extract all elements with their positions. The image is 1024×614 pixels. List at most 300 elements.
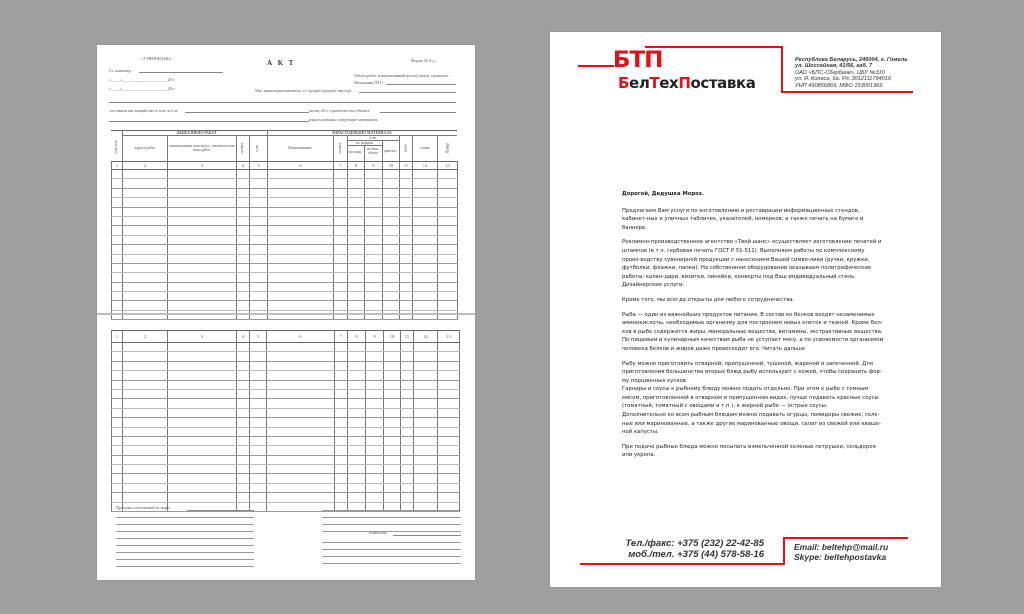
table-cell[interactable] xyxy=(348,446,366,455)
table-cell[interactable] xyxy=(348,226,365,235)
table-cell[interactable] xyxy=(250,389,267,398)
table-cell[interactable] xyxy=(250,179,268,188)
table-cell[interactable] xyxy=(268,216,334,225)
table-cell[interactable] xyxy=(348,282,365,291)
table-cell[interactable] xyxy=(334,263,348,272)
table-cell[interactable] xyxy=(383,310,400,319)
table-cell[interactable] xyxy=(438,198,458,207)
table-cell[interactable] xyxy=(112,188,123,197)
table-cell[interactable] xyxy=(268,226,334,235)
table-cell[interactable] xyxy=(268,310,334,319)
table-cell[interactable] xyxy=(365,282,383,291)
table-cell[interactable] xyxy=(168,455,237,464)
table-cell[interactable] xyxy=(365,170,383,179)
table-cell[interactable] xyxy=(348,179,365,188)
table-cell[interactable] xyxy=(438,188,458,197)
table-cell[interactable] xyxy=(237,361,250,370)
table-cell[interactable] xyxy=(237,455,250,464)
table-cell[interactable] xyxy=(168,179,237,188)
table-cell[interactable] xyxy=(348,427,366,436)
table-cell[interactable] xyxy=(400,207,413,216)
table-cell[interactable] xyxy=(237,352,250,361)
table-cell[interactable] xyxy=(250,418,267,427)
table-cell[interactable] xyxy=(365,245,383,254)
table-cell[interactable] xyxy=(383,198,400,207)
table-cell[interactable] xyxy=(168,474,237,483)
table-cell[interactable] xyxy=(237,493,250,502)
table-cell[interactable] xyxy=(237,226,250,235)
table-cell[interactable] xyxy=(250,483,267,492)
table-cell[interactable] xyxy=(365,179,383,188)
table-cell[interactable] xyxy=(123,207,168,216)
table-cell[interactable] xyxy=(348,483,366,492)
table-cell[interactable] xyxy=(250,474,267,483)
table-cell[interactable] xyxy=(438,455,460,464)
table-cell[interactable] xyxy=(112,408,123,417)
table-cell[interactable] xyxy=(268,179,334,188)
table-cell[interactable] xyxy=(237,292,250,301)
table-cell[interactable] xyxy=(168,263,237,272)
table-cell[interactable] xyxy=(250,380,267,389)
table-cell[interactable] xyxy=(237,235,250,244)
table-cell[interactable] xyxy=(112,474,123,483)
table-cell[interactable] xyxy=(383,301,400,310)
table-cell[interactable] xyxy=(366,493,384,502)
table-cell[interactable] xyxy=(250,254,268,263)
table-cell[interactable] xyxy=(168,301,237,310)
table-cell[interactable] xyxy=(123,273,168,282)
table-cell[interactable] xyxy=(400,188,413,197)
table-cell[interactable] xyxy=(383,245,400,254)
table-cell[interactable] xyxy=(348,198,365,207)
table-cell[interactable] xyxy=(168,465,237,474)
table-cell[interactable] xyxy=(383,179,400,188)
table-cell[interactable] xyxy=(414,465,438,474)
table-cell[interactable] xyxy=(335,371,348,380)
table-cell[interactable] xyxy=(335,380,348,389)
table-cell[interactable] xyxy=(384,361,401,370)
table-cell[interactable] xyxy=(168,380,237,389)
table-cell[interactable] xyxy=(400,301,413,310)
table-cell[interactable] xyxy=(438,380,460,389)
table-cell[interactable] xyxy=(112,179,123,188)
table-cell[interactable] xyxy=(383,282,400,291)
table-cell[interactable] xyxy=(384,436,401,445)
table-cell[interactable] xyxy=(335,446,348,455)
table-cell[interactable] xyxy=(237,427,250,436)
table-cell[interactable] xyxy=(250,436,267,445)
table-cell[interactable] xyxy=(168,399,237,408)
table-cell[interactable] xyxy=(334,292,348,301)
table-cell[interactable] xyxy=(366,483,384,492)
table-cell[interactable] xyxy=(366,465,384,474)
table-cell[interactable] xyxy=(414,436,438,445)
table-cell[interactable] xyxy=(438,474,460,483)
table-cell[interactable] xyxy=(335,474,348,483)
table-cell[interactable] xyxy=(414,408,438,417)
table-cell[interactable] xyxy=(268,170,334,179)
table-cell[interactable] xyxy=(401,380,414,389)
table-cell[interactable] xyxy=(268,245,334,254)
table-cell[interactable] xyxy=(335,455,348,464)
table-cell[interactable] xyxy=(438,226,458,235)
table-cell[interactable] xyxy=(414,446,438,455)
table-cell[interactable] xyxy=(384,399,401,408)
table-cell[interactable] xyxy=(237,418,250,427)
table-cell[interactable] xyxy=(401,474,414,483)
table-cell[interactable] xyxy=(237,436,250,445)
table-cell[interactable] xyxy=(400,292,413,301)
table-cell[interactable] xyxy=(438,343,460,352)
table-cell[interactable] xyxy=(413,226,438,235)
table-cell[interactable] xyxy=(335,399,348,408)
table-cell[interactable] xyxy=(384,408,401,417)
table-cell[interactable] xyxy=(348,188,365,197)
table-cell[interactable] xyxy=(268,188,334,197)
table-cell[interactable] xyxy=(237,245,250,254)
table-cell[interactable] xyxy=(123,418,168,427)
table-cell[interactable] xyxy=(250,263,268,272)
table-cell[interactable] xyxy=(168,483,237,492)
table-cell[interactable] xyxy=(334,179,348,188)
table-cell[interactable] xyxy=(168,446,237,455)
table-cell[interactable] xyxy=(267,343,335,352)
table-cell[interactable] xyxy=(267,483,335,492)
table-cell[interactable] xyxy=(335,352,348,361)
table-cell[interactable] xyxy=(112,273,123,282)
table-cell[interactable] xyxy=(250,446,267,455)
table-cell[interactable] xyxy=(112,343,123,352)
table-cell[interactable] xyxy=(348,245,365,254)
table-cell[interactable] xyxy=(250,310,268,319)
table-cell[interactable] xyxy=(237,446,250,455)
table-cell[interactable] xyxy=(348,263,365,272)
table-cell[interactable] xyxy=(168,207,237,216)
table-cell[interactable] xyxy=(366,380,384,389)
table-cell[interactable] xyxy=(168,292,237,301)
table-cell[interactable] xyxy=(123,301,168,310)
table-cell[interactable] xyxy=(334,245,348,254)
table-cell[interactable] xyxy=(384,389,401,398)
table-cell[interactable] xyxy=(250,361,267,370)
table-cell[interactable] xyxy=(112,301,123,310)
table-cell[interactable] xyxy=(335,408,348,417)
table-cell[interactable] xyxy=(348,207,365,216)
table-cell[interactable] xyxy=(384,371,401,380)
table-cell[interactable] xyxy=(438,436,460,445)
table-cell[interactable] xyxy=(401,446,414,455)
table-cell[interactable] xyxy=(123,188,168,197)
table-cell[interactable] xyxy=(383,235,400,244)
table-cell[interactable] xyxy=(250,427,267,436)
table-cell[interactable] xyxy=(348,216,365,225)
table-cell[interactable] xyxy=(438,254,458,263)
table-cell[interactable] xyxy=(268,292,334,301)
table-cell[interactable] xyxy=(123,352,168,361)
table-cell[interactable] xyxy=(413,235,438,244)
table-cell[interactable] xyxy=(384,455,401,464)
table-cell[interactable] xyxy=(237,343,250,352)
table-cell[interactable] xyxy=(168,371,237,380)
table-cell[interactable] xyxy=(348,273,365,282)
table-cell[interactable] xyxy=(365,207,383,216)
table-cell[interactable] xyxy=(413,170,438,179)
table-cell[interactable] xyxy=(250,198,268,207)
table-cell[interactable] xyxy=(400,245,413,254)
table-cell[interactable] xyxy=(123,446,168,455)
table-cell[interactable] xyxy=(123,235,168,244)
table-cell[interactable] xyxy=(438,282,458,291)
table-cell[interactable] xyxy=(438,493,460,502)
table-cell[interactable] xyxy=(168,188,237,197)
table-cell[interactable] xyxy=(168,427,237,436)
table-cell[interactable] xyxy=(250,273,268,282)
table-cell[interactable] xyxy=(335,361,348,370)
table-cell[interactable] xyxy=(413,263,438,272)
table-cell[interactable] xyxy=(123,179,168,188)
table-cell[interactable] xyxy=(112,361,123,370)
table-cell[interactable] xyxy=(268,263,334,272)
table-cell[interactable] xyxy=(348,455,366,464)
table-cell[interactable] xyxy=(335,493,348,502)
table-cell[interactable] xyxy=(383,170,400,179)
table-cell[interactable] xyxy=(438,207,458,216)
table-cell[interactable] xyxy=(112,371,123,380)
table-cell[interactable] xyxy=(168,198,237,207)
table-cell[interactable] xyxy=(413,273,438,282)
table-cell[interactable] xyxy=(365,188,383,197)
table-cell[interactable] xyxy=(123,282,168,291)
table-cell[interactable] xyxy=(250,352,267,361)
table-cell[interactable] xyxy=(384,427,401,436)
table-cell[interactable] xyxy=(237,216,250,225)
table-cell[interactable] xyxy=(112,399,123,408)
table-cell[interactable] xyxy=(383,207,400,216)
table-cell[interactable] xyxy=(335,418,348,427)
table-cell[interactable] xyxy=(112,493,123,502)
table-cell[interactable] xyxy=(414,418,438,427)
table-cell[interactable] xyxy=(267,493,335,502)
table-cell[interactable] xyxy=(438,361,460,370)
table-cell[interactable] xyxy=(365,292,383,301)
table-cell[interactable] xyxy=(168,493,237,502)
table-cell[interactable] xyxy=(400,170,413,179)
table-cell[interactable] xyxy=(237,282,250,291)
table-cell[interactable] xyxy=(112,207,123,216)
table-cell[interactable] xyxy=(250,465,267,474)
table-cell[interactable] xyxy=(401,436,414,445)
table-cell[interactable] xyxy=(250,455,267,464)
table-cell[interactable] xyxy=(401,483,414,492)
table-cell[interactable] xyxy=(400,226,413,235)
table-cell[interactable] xyxy=(250,493,267,502)
table-cell[interactable] xyxy=(383,216,400,225)
table-cell[interactable] xyxy=(267,436,335,445)
table-cell[interactable] xyxy=(112,446,123,455)
table-cell[interactable] xyxy=(237,380,250,389)
table-cell[interactable] xyxy=(112,389,123,398)
table-cell[interactable] xyxy=(413,282,438,291)
table-cell[interactable] xyxy=(414,474,438,483)
table-cell[interactable] xyxy=(268,282,334,291)
table-cell[interactable] xyxy=(438,170,458,179)
table-cell[interactable] xyxy=(267,380,335,389)
table-cell[interactable] xyxy=(365,254,383,263)
table-cell[interactable] xyxy=(123,483,168,492)
table-cell[interactable] xyxy=(366,389,384,398)
table-cell[interactable] xyxy=(237,371,250,380)
table-cell[interactable] xyxy=(366,361,384,370)
table-cell[interactable] xyxy=(112,282,123,291)
table-cell[interactable] xyxy=(438,216,458,225)
table-cell[interactable] xyxy=(413,179,438,188)
table-cell[interactable] xyxy=(384,474,401,483)
table-cell[interactable] xyxy=(400,235,413,244)
table-cell[interactable] xyxy=(366,418,384,427)
table-cell[interactable] xyxy=(168,216,237,225)
table-cell[interactable] xyxy=(112,254,123,263)
table-cell[interactable] xyxy=(268,235,334,244)
table-cell[interactable] xyxy=(112,235,123,244)
table-cell[interactable] xyxy=(334,207,348,216)
table-cell[interactable] xyxy=(112,198,123,207)
table-cell[interactable] xyxy=(366,408,384,417)
table-cell[interactable] xyxy=(267,474,335,483)
table-cell[interactable] xyxy=(123,427,168,436)
table-cell[interactable] xyxy=(413,188,438,197)
table-cell[interactable] xyxy=(401,343,414,352)
table-cell[interactable] xyxy=(267,418,335,427)
table-cell[interactable] xyxy=(414,352,438,361)
table-cell[interactable] xyxy=(334,310,348,319)
table-cell[interactable] xyxy=(267,408,335,417)
table-cell[interactable] xyxy=(334,235,348,244)
table-cell[interactable] xyxy=(123,389,168,398)
table-cell[interactable] xyxy=(348,292,365,301)
table-cell[interactable] xyxy=(348,361,366,370)
table-cell[interactable] xyxy=(268,273,334,282)
table-cell[interactable] xyxy=(112,216,123,225)
table-cell[interactable] xyxy=(268,207,334,216)
table-cell[interactable] xyxy=(384,352,401,361)
table-cell[interactable] xyxy=(112,427,123,436)
table-cell[interactable] xyxy=(168,235,237,244)
table-cell[interactable] xyxy=(438,352,460,361)
table-cell[interactable] xyxy=(438,465,460,474)
table-cell[interactable] xyxy=(438,427,460,436)
table-cell[interactable] xyxy=(334,170,348,179)
table-cell[interactable] xyxy=(413,301,438,310)
table-cell[interactable] xyxy=(267,361,335,370)
table-cell[interactable] xyxy=(383,273,400,282)
table-cell[interactable] xyxy=(123,465,168,474)
table-cell[interactable] xyxy=(267,389,335,398)
table-cell[interactable] xyxy=(123,216,168,225)
table-cell[interactable] xyxy=(365,235,383,244)
table-cell[interactable] xyxy=(384,446,401,455)
table-cell[interactable] xyxy=(237,301,250,310)
table-cell[interactable] xyxy=(267,465,335,474)
table-cell[interactable] xyxy=(237,263,250,272)
table-cell[interactable] xyxy=(400,273,413,282)
table-cell[interactable] xyxy=(334,254,348,263)
table-cell[interactable] xyxy=(237,188,250,197)
table-cell[interactable] xyxy=(383,263,400,272)
table-cell[interactable] xyxy=(348,380,366,389)
table-cell[interactable] xyxy=(334,301,348,310)
table-cell[interactable] xyxy=(267,455,335,464)
table-cell[interactable] xyxy=(250,343,267,352)
table-cell[interactable] xyxy=(250,170,268,179)
table-cell[interactable] xyxy=(168,226,237,235)
table-cell[interactable] xyxy=(438,179,458,188)
table-cell[interactable] xyxy=(414,493,438,502)
table-cell[interactable] xyxy=(383,188,400,197)
table-cell[interactable] xyxy=(237,474,250,483)
table-cell[interactable] xyxy=(335,427,348,436)
table-cell[interactable] xyxy=(237,179,250,188)
table-cell[interactable] xyxy=(112,455,123,464)
table-cell[interactable] xyxy=(237,389,250,398)
table-cell[interactable] xyxy=(168,389,237,398)
table-cell[interactable] xyxy=(112,245,123,254)
table-cell[interactable] xyxy=(365,198,383,207)
table-cell[interactable] xyxy=(413,254,438,263)
table-cell[interactable] xyxy=(123,493,168,502)
table-cell[interactable] xyxy=(400,263,413,272)
table-cell[interactable] xyxy=(335,465,348,474)
table-cell[interactable] xyxy=(438,399,460,408)
table-cell[interactable] xyxy=(335,483,348,492)
table-cell[interactable] xyxy=(438,418,460,427)
table-cell[interactable] xyxy=(366,436,384,445)
table-cell[interactable] xyxy=(168,436,237,445)
table-cell[interactable] xyxy=(250,301,268,310)
table-cell[interactable] xyxy=(438,371,460,380)
table-cell[interactable] xyxy=(400,282,413,291)
table-cell[interactable] xyxy=(438,483,460,492)
table-cell[interactable] xyxy=(112,436,123,445)
table-cell[interactable] xyxy=(250,235,268,244)
table-cell[interactable] xyxy=(366,352,384,361)
table-cell[interactable] xyxy=(168,352,237,361)
table-cell[interactable] xyxy=(168,408,237,417)
table-cell[interactable] xyxy=(250,188,268,197)
table-cell[interactable] xyxy=(438,446,460,455)
table-cell[interactable] xyxy=(123,170,168,179)
table-cell[interactable] xyxy=(348,352,366,361)
table-cell[interactable] xyxy=(384,465,401,474)
table-cell[interactable] xyxy=(237,310,250,319)
table-cell[interactable] xyxy=(438,245,458,254)
table-cell[interactable] xyxy=(348,418,366,427)
table-cell[interactable] xyxy=(438,263,458,272)
table-cell[interactable] xyxy=(401,418,414,427)
table-cell[interactable] xyxy=(335,436,348,445)
table-cell[interactable] xyxy=(348,235,365,244)
table-cell[interactable] xyxy=(400,310,413,319)
table-cell[interactable] xyxy=(237,408,250,417)
table-cell[interactable] xyxy=(334,226,348,235)
table-cell[interactable] xyxy=(401,371,414,380)
table-cell[interactable] xyxy=(366,474,384,483)
table-cell[interactable] xyxy=(413,310,438,319)
table-cell[interactable] xyxy=(237,207,250,216)
table-cell[interactable] xyxy=(123,245,168,254)
table-cell[interactable] xyxy=(168,273,237,282)
table-cell[interactable] xyxy=(250,245,268,254)
table-cell[interactable] xyxy=(237,483,250,492)
